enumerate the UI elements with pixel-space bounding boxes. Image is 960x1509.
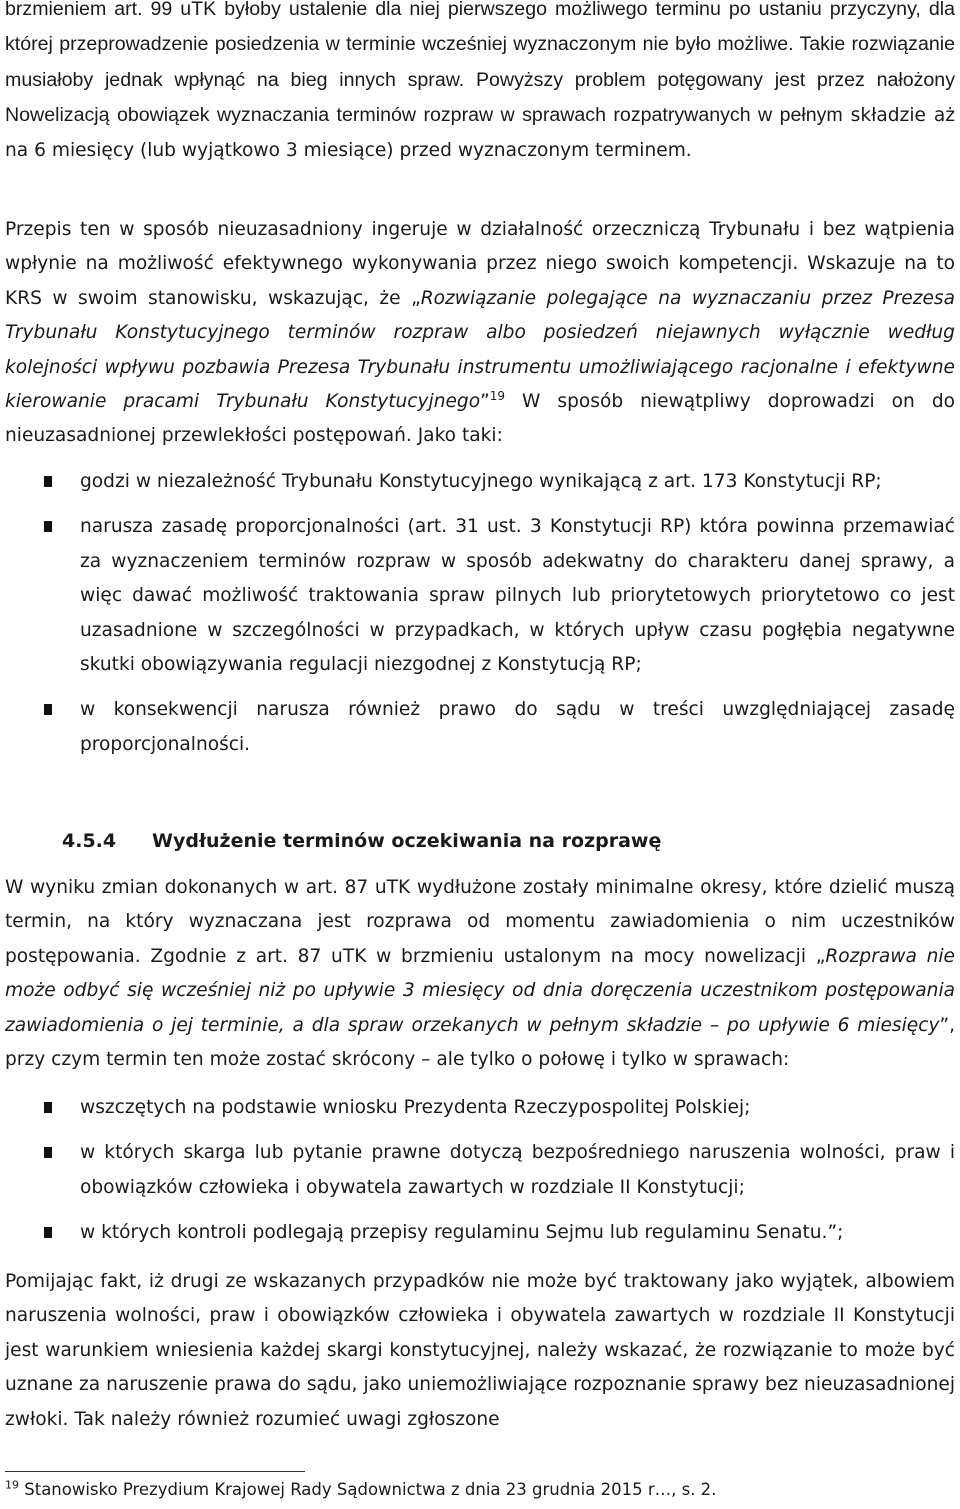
paragraph-text: ”, przy czym termin ten może zostać skrócony – ale tylko o połowę i tylko w sprawach: xyxy=(5,1014,955,1071)
footnote xyxy=(5,1479,716,1501)
quote-text: Rozwiązanie polegające na wyznaczaniu przez Prezesa Trybunału Konstytucyjnego terminów rozpraw albo posiedzeń niejawnych wyłącznie według kolejności wpływu pozbawia Prezesa Trybunału instrumentu umożliwiającego racjonalne i efektywne kierowanie pracami Trybunału Konstytucyjnego xyxy=(5,287,956,413)
paragraph-krs-opinion xyxy=(5,213,955,454)
bullet-icon xyxy=(44,1102,52,1113)
bullet-icon xyxy=(44,521,52,532)
quote-close: ” xyxy=(480,391,490,413)
bullet-list-exceptions xyxy=(0,1091,960,1251)
list-item xyxy=(0,1136,960,1205)
paragraph-text: W wyniku zmian dokonanych w art. 87 uTK wydłużone zostały minimalne okresy, które dzielić muszą termin, na który wyznaczana jest rozprawa od momentu zawiadomienia o nim uczestników postępowania. Zgodnie z art. 87 uTK w brzmieniu ustalonym na mocy nowelizacji „ xyxy=(5,877,955,967)
list-item xyxy=(0,465,960,499)
bullet-icon xyxy=(44,1227,52,1238)
footnote-ref: 19 xyxy=(489,388,506,403)
bullet-list-violations xyxy=(0,465,960,762)
footnote-text: Stanowisko Prezydium Krajowej Rady Sądownictwa z dnia 23 grudnia 2015 r…, s. 2. xyxy=(24,1480,717,1499)
section-title: Wydłużenie terminów oczekiwania na rozprawę xyxy=(152,830,662,852)
paragraph-text: W sposób niewątpliwy doprowadzi on do nieuzasadnionej przewlekłości postępowań. Jako taki: xyxy=(5,391,955,447)
section-number: 4.5.4 xyxy=(62,830,117,852)
list-item-text: godzi w niezależność Trybunału Konstytucyjnego wynikającą z art. 173 Konstytucji RP; xyxy=(80,471,882,492)
list-item-text: wszczętych na podstawie wniosku Prezydenta Rzeczypospolitej Polskiej; xyxy=(80,1097,751,1118)
list-item-text: w konsekwencji narusza również prawo do sądu w treści uwzględniającej zasadę proporcjonalności. xyxy=(80,699,955,755)
list-item xyxy=(0,1216,960,1250)
footnote-separator xyxy=(5,1471,305,1472)
bullet-icon xyxy=(44,1147,52,1158)
paragraph-text: Przepis ten w sposób nieuzasadniony ingeruje w działalność orzeczniczą Trybunału i bez wątpienia wpłynie na możliwość efektywnego wykonywania przez niego swoich kompetencji. Wskazuje na to KRS w swoim stanowisku, wskazując, że „ xyxy=(5,219,955,309)
footnote-number: 19 xyxy=(5,1478,19,1492)
section-heading xyxy=(62,824,661,858)
paragraph-text: składzie aż na 6 miesięcy (lub wyjątkowo 3 miesiące) przed wyznaczonym terminem. xyxy=(5,105,955,161)
list-item-text: narusza zasadę proporcjonalności (art. 31 ust. 3 Konstytucji RP) która powinna przemawiać za wyznaczeniem terminów rozpraw w sposób adekwatny do charakteru danej sprawy, a więc dawać możliwość traktowania spraw pilnych lub priorytetowych priorytetowo co jest uzasadnione w szczególności w przypadkach, w których upływ czasu pogłębia negatywne skutki obowiązywania regulacji niezgodnej z Konstytucją RP; xyxy=(80,516,955,676)
bullet-icon xyxy=(44,476,52,487)
list-item xyxy=(0,510,960,682)
quote-text: Rozprawa nie może odbyć się wcześniej niż po upływie 3 miesięcy od dnia doręczenia uczestnikom postępowania zawiadomienia o jej terminie, a dla spraw orzekanych w pełnym składzie – po upływie 6 miesięcy xyxy=(5,945,955,1036)
paragraph-krs-scheduling xyxy=(5,0,955,168)
paragraph-conclusion: Pomijając fakt, iż drugi ze wskazanych przypadków nie może być traktowany jako wyjątek, albowiem naruszenia wolności, praw i obowiązków człowieka i obywatela zawartych w rozdziale II Konstytucji jest warunkiem wniesienia każdej skargi konstytucyjnej, należy wskazać, że rozwiązanie to może być uznane za naruszenie prawa do sądu, jako uniemożliwiające rozpoznanie sprawy bez nieuzasadnionej zwłoki. Tak należy również rozumieć uwagi zgłoszone xyxy=(5,1271,955,1430)
list-item-text: w których skarga lub pytanie prawne dotyczą bezpośredniego naruszenia wolności, praw i obowiązków człowieka i obywatela zawartych w rozdziale II Konstytucji; xyxy=(80,1142,955,1198)
list-item xyxy=(0,1091,960,1125)
list-item-text: w których kontroli podlegają przepisy regulaminu Sejmu lub regulaminu Senatu.”; xyxy=(80,1222,844,1244)
paragraph-art-87 xyxy=(5,871,955,1077)
paragraph-text-arial: brzmieniem art. 99 uTK byłoby ustalenie dla niej pierwszego możliwego terminu po ustaniu przyczyny, dla której przeprowadzenie posiedzenia w terminie wcześniej wyznaczonym nie było możliwe. Takie rozwiązanie musiałoby jednak wpłynąć na bieg innych spraw. Powyższy problem potęgowany jest przez nałożony Nowelizacją obowiązek wyznaczania terminów rozpraw w sprawach rozpatrywanych w pełnym xyxy=(5,0,955,127)
bullet-icon xyxy=(44,704,52,715)
list-item xyxy=(0,693,960,762)
